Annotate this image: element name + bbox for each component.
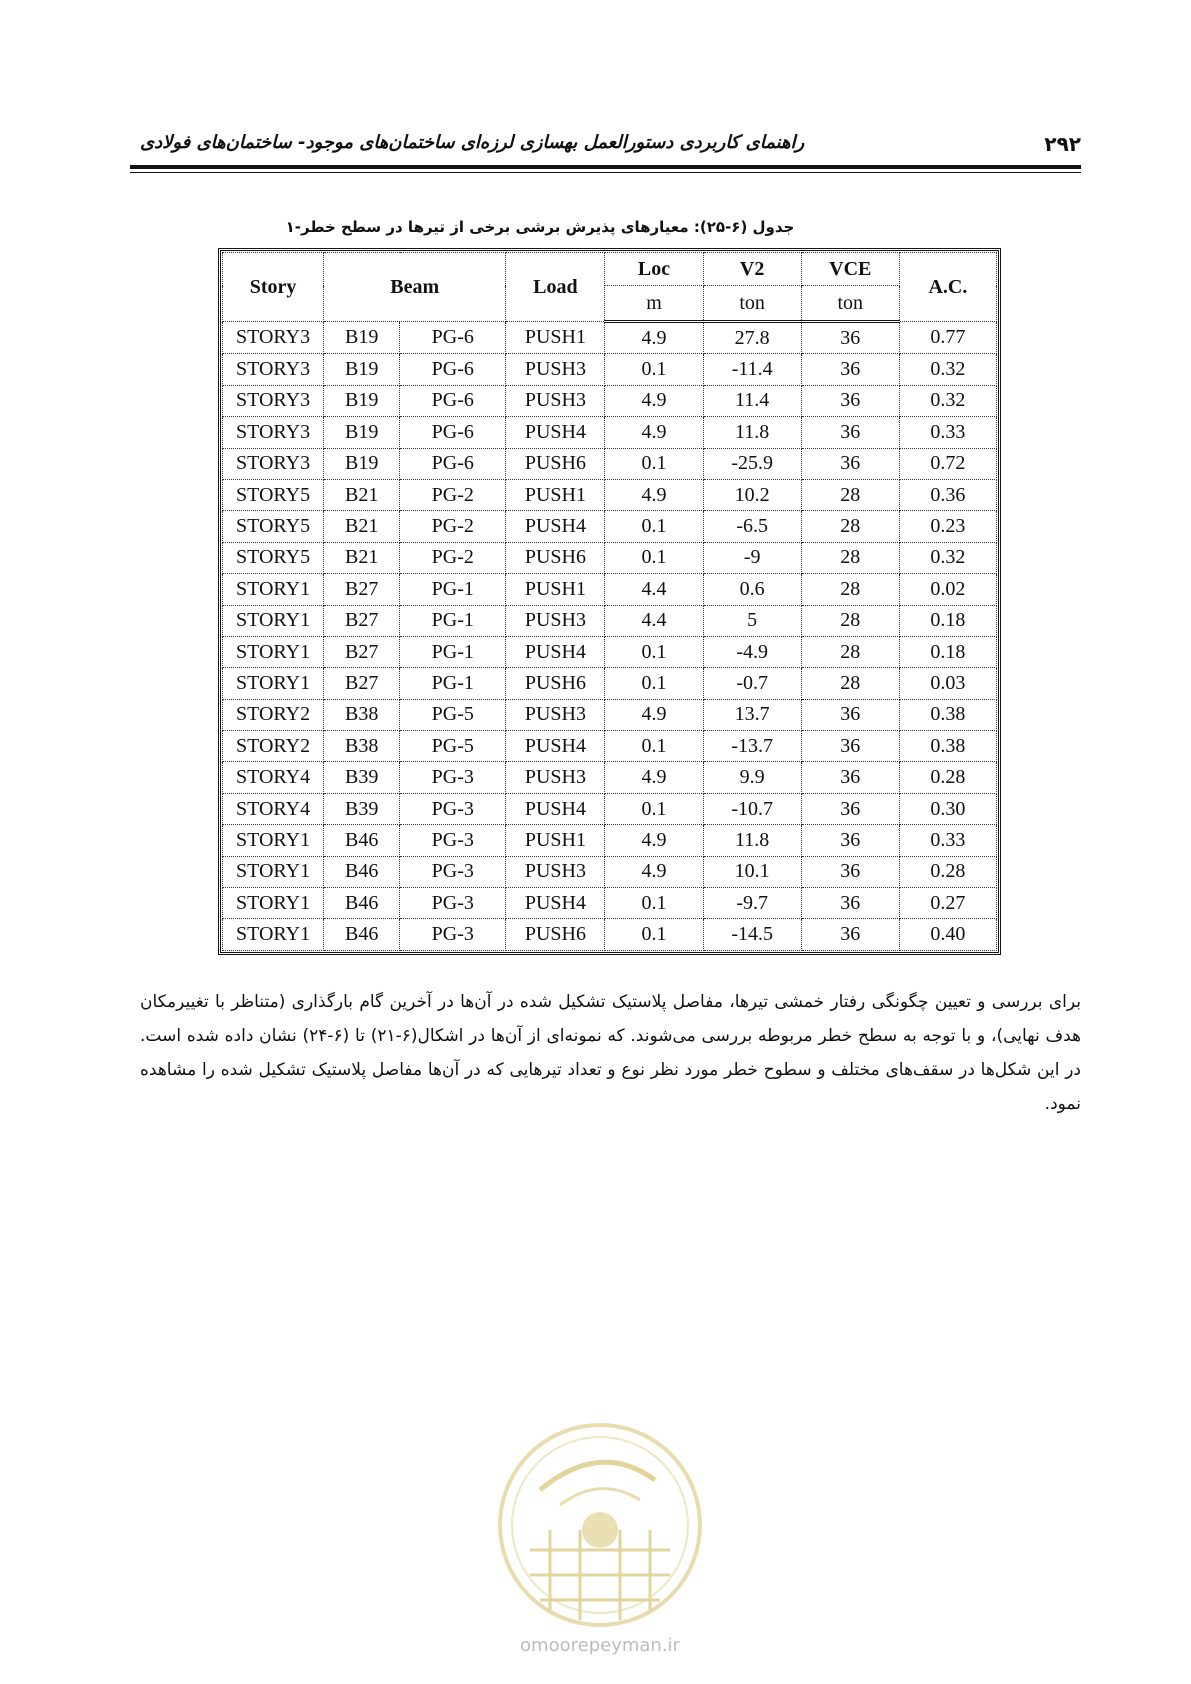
cell-vce: 36	[801, 322, 899, 354]
cell-beam: B19	[324, 448, 400, 479]
cell-story: STORY5	[223, 511, 324, 542]
running-title: راهنمای کاربردی دستورالعمل بهسازی لرزه‌ای ساختمان‌های موجود- ساختمان‌های فولادی	[140, 132, 805, 153]
cell-story: STORY1	[223, 605, 324, 636]
cell-beam: B27	[324, 574, 400, 605]
cell-vce: 36	[801, 354, 899, 385]
header-story: Story	[223, 253, 324, 322]
table-row	[223, 919, 997, 950]
header-vce-unit: ton	[801, 286, 899, 322]
cell-v2: -0.7	[703, 668, 801, 699]
header-v2-unit: ton	[703, 286, 801, 322]
cell-loc: 0.1	[605, 919, 703, 950]
cell-vce: 28	[801, 668, 899, 699]
cell-story: STORY3	[223, 417, 324, 448]
cell-loc: 4.9	[605, 825, 703, 856]
cell-story: STORY2	[223, 731, 324, 762]
table-row	[223, 385, 997, 416]
cell-v2: 11.8	[703, 825, 801, 856]
cell-load: PUSH4	[506, 731, 605, 762]
cell-ac: 0.33	[899, 825, 996, 856]
header-load: Load	[506, 253, 605, 322]
cell-vce: 36	[801, 919, 899, 950]
cell-pg: PG-3	[400, 888, 506, 919]
table-row	[223, 574, 997, 605]
cell-vce: 28	[801, 511, 899, 542]
cell-ac: 0.03	[899, 668, 996, 699]
cell-vce: 36	[801, 731, 899, 762]
cell-pg: PG-5	[400, 731, 506, 762]
cell-load: PUSH1	[506, 322, 605, 354]
cell-beam: B27	[324, 636, 400, 667]
cell-beam: B39	[324, 762, 400, 793]
header-rule-thick	[130, 165, 1081, 169]
cell-loc: 4.9	[605, 479, 703, 510]
cell-loc: 4.4	[605, 574, 703, 605]
cell-load: PUSH1	[506, 574, 605, 605]
watermark-site: omoorepeyman.ir	[520, 1635, 680, 1656]
table-row	[223, 825, 997, 856]
cell-load: PUSH4	[506, 793, 605, 824]
cell-story: STORY3	[223, 385, 324, 416]
cell-load: PUSH3	[506, 605, 605, 636]
cell-story: STORY1	[223, 636, 324, 667]
header-loc: Loc	[605, 253, 703, 286]
cell-v2: 5	[703, 605, 801, 636]
cell-ac: 0.23	[899, 511, 996, 542]
cell-story: STORY1	[223, 574, 324, 605]
cell-loc: 0.1	[605, 793, 703, 824]
cell-pg: PG-1	[400, 605, 506, 636]
cell-vce: 36	[801, 448, 899, 479]
cell-loc: 0.1	[605, 731, 703, 762]
seal-logo-icon	[480, 1420, 720, 1635]
cell-pg: PG-2	[400, 542, 506, 573]
cell-ac: 0.32	[899, 542, 996, 573]
cell-story: STORY1	[223, 919, 324, 950]
acceptance-criteria-table	[222, 252, 997, 951]
cell-ac: 0.38	[899, 731, 996, 762]
table-row	[223, 511, 997, 542]
cell-ac: 0.32	[899, 385, 996, 416]
cell-load: PUSH4	[506, 417, 605, 448]
body-text	[140, 985, 1081, 1121]
page-header	[130, 128, 1081, 160]
cell-ac: 0.36	[899, 479, 996, 510]
cell-vce: 28	[801, 542, 899, 573]
cell-loc: 4.9	[605, 762, 703, 793]
cell-pg: PG-1	[400, 636, 506, 667]
table-row	[223, 448, 997, 479]
cell-v2: -11.4	[703, 354, 801, 385]
cell-load: PUSH3	[506, 762, 605, 793]
cell-beam: B21	[324, 479, 400, 510]
cell-v2: 11.4	[703, 385, 801, 416]
cell-story: STORY2	[223, 699, 324, 730]
cell-load: PUSH4	[506, 511, 605, 542]
cell-load: PUSH1	[506, 479, 605, 510]
cell-pg: PG-6	[400, 354, 506, 385]
cell-vce: 36	[801, 856, 899, 887]
cell-loc: 4.9	[605, 322, 703, 354]
cell-pg: PG-2	[400, 511, 506, 542]
cell-load: PUSH1	[506, 825, 605, 856]
cell-pg: PG-6	[400, 322, 506, 354]
cell-beam: B19	[324, 417, 400, 448]
cell-ac: 0.32	[899, 354, 996, 385]
watermark	[480, 1420, 720, 1660]
cell-beam: B21	[324, 511, 400, 542]
cell-loc: 4.9	[605, 385, 703, 416]
cell-vce: 28	[801, 574, 899, 605]
cell-ac: 0.02	[899, 574, 996, 605]
cell-vce: 28	[801, 636, 899, 667]
header-ac: A.C.	[899, 253, 996, 322]
cell-v2: 11.8	[703, 417, 801, 448]
table-row	[223, 762, 997, 793]
cell-beam: B27	[324, 605, 400, 636]
cell-story: STORY3	[223, 322, 324, 354]
cell-pg: PG-6	[400, 417, 506, 448]
cell-v2: 10.2	[703, 479, 801, 510]
cell-story: STORY5	[223, 542, 324, 573]
cell-ac: 0.28	[899, 856, 996, 887]
cell-v2: 13.7	[703, 699, 801, 730]
cell-load: PUSH6	[506, 448, 605, 479]
cell-vce: 36	[801, 888, 899, 919]
cell-loc: 0.1	[605, 636, 703, 667]
cell-v2: -14.5	[703, 919, 801, 950]
cell-v2: -9	[703, 542, 801, 573]
cell-load: PUSH6	[506, 919, 605, 950]
table-row	[223, 417, 997, 448]
cell-story: STORY5	[223, 479, 324, 510]
cell-loc: 4.4	[605, 605, 703, 636]
table-row	[223, 731, 997, 762]
table-row	[223, 354, 997, 385]
cell-beam: B46	[324, 856, 400, 887]
cell-beam: B39	[324, 793, 400, 824]
cell-pg: PG-3	[400, 856, 506, 887]
cell-story: STORY4	[223, 762, 324, 793]
cell-beam: B19	[324, 354, 400, 385]
cell-loc: 4.9	[605, 856, 703, 887]
cell-beam: B38	[324, 699, 400, 730]
cell-load: PUSH6	[506, 668, 605, 699]
cell-loc: 0.1	[605, 354, 703, 385]
cell-beam: B46	[324, 919, 400, 950]
cell-v2: -4.9	[703, 636, 801, 667]
cell-loc: 0.1	[605, 668, 703, 699]
cell-beam: B46	[324, 888, 400, 919]
cell-story: STORY3	[223, 354, 324, 385]
cell-v2: 9.9	[703, 762, 801, 793]
page-number: ۲۹۲	[1044, 132, 1081, 156]
cell-v2: -25.9	[703, 448, 801, 479]
cell-story: STORY3	[223, 448, 324, 479]
cell-load: PUSH3	[506, 856, 605, 887]
cell-load: PUSH4	[506, 636, 605, 667]
cell-v2: 27.8	[703, 322, 801, 354]
table-row	[223, 699, 997, 730]
cell-vce: 36	[801, 825, 899, 856]
table-row	[223, 888, 997, 919]
cell-ac: 0.72	[899, 448, 996, 479]
header-beam: Beam	[324, 253, 506, 322]
cell-story: STORY4	[223, 793, 324, 824]
table-caption: جدول (۶-۲۵): معیارهای پذیرش برشی برخی از تیرها در سطح خطر-۱	[285, 218, 795, 236]
header-vce: VCE	[801, 253, 899, 286]
table-row	[223, 793, 997, 824]
cell-pg: PG-3	[400, 825, 506, 856]
cell-ac: 0.27	[899, 888, 996, 919]
cell-ac: 0.18	[899, 605, 996, 636]
cell-pg: PG-3	[400, 762, 506, 793]
cell-pg: PG-6	[400, 385, 506, 416]
cell-pg: PG-3	[400, 919, 506, 950]
cell-load: PUSH3	[506, 354, 605, 385]
cell-ac: 0.77	[899, 322, 996, 354]
cell-pg: PG-1	[400, 668, 506, 699]
cell-story: STORY1	[223, 825, 324, 856]
cell-beam: B27	[324, 668, 400, 699]
cell-vce: 36	[801, 699, 899, 730]
cell-load: PUSH4	[506, 888, 605, 919]
table-row	[223, 605, 997, 636]
cell-story: STORY1	[223, 668, 324, 699]
cell-vce: 36	[801, 762, 899, 793]
cell-story: STORY1	[223, 888, 324, 919]
table-row	[223, 542, 997, 573]
cell-vce: 28	[801, 605, 899, 636]
cell-ac: 0.33	[899, 417, 996, 448]
cell-vce: 36	[801, 417, 899, 448]
cell-beam: B21	[324, 542, 400, 573]
cell-ac: 0.38	[899, 699, 996, 730]
cell-loc: 0.1	[605, 448, 703, 479]
cell-v2: 10.1	[703, 856, 801, 887]
table-row	[223, 636, 997, 667]
cell-pg: PG-6	[400, 448, 506, 479]
cell-loc: 4.9	[605, 699, 703, 730]
cell-pg: PG-3	[400, 793, 506, 824]
header-rule-thin	[130, 172, 1081, 173]
cell-v2: -6.5	[703, 511, 801, 542]
cell-loc: 4.9	[605, 417, 703, 448]
header-v2: V2	[703, 253, 801, 286]
cell-beam: B46	[324, 825, 400, 856]
cell-beam: B38	[324, 731, 400, 762]
cell-v2: 0.6	[703, 574, 801, 605]
cell-vce: 36	[801, 385, 899, 416]
cell-v2: -13.7	[703, 731, 801, 762]
cell-pg: PG-5	[400, 699, 506, 730]
paragraph: برای بررسی و تعیین چگونگی رفتار خمشی تیرها، مفاصل پلاستیک تشکیل شده در آن‌ها در آخرین گام بارگذاری (متناظر با تغییرمکان هدف نهایی)، و با توجه به سطح خطر مربوطه بررسی می‌شوند. که نمونه‌ای از آن‌ها در اشکال(۶-۲۱) تا (۶-۲۴) نشان داده شده است. در این شکل‌ها در سقف‌های مختلف و سطوح خطر مورد نظر نوع و تعداد تیرهایی که در آن‌ها مفاصل پلاستیک تشکیل شده را مشاهده نمود.	[140, 992, 1082, 1114]
table-row	[223, 856, 997, 887]
cell-vce: 28	[801, 479, 899, 510]
cell-ac: 0.18	[899, 636, 996, 667]
cell-story: STORY1	[223, 856, 324, 887]
cell-ac: 0.40	[899, 919, 996, 950]
cell-load: PUSH3	[506, 385, 605, 416]
cell-loc: 0.1	[605, 888, 703, 919]
cell-load: PUSH3	[506, 699, 605, 730]
cell-v2: -10.7	[703, 793, 801, 824]
table-row	[223, 322, 997, 354]
cell-beam: B19	[324, 322, 400, 354]
cell-load: PUSH6	[506, 542, 605, 573]
header-loc-unit: m	[605, 286, 703, 322]
cell-ac: 0.30	[899, 793, 996, 824]
table-row	[223, 479, 997, 510]
cell-v2: -9.7	[703, 888, 801, 919]
cell-pg: PG-1	[400, 574, 506, 605]
table-body	[223, 322, 997, 951]
cell-vce: 36	[801, 793, 899, 824]
cell-ac: 0.28	[899, 762, 996, 793]
table-row	[223, 668, 997, 699]
cell-loc: 0.1	[605, 542, 703, 573]
cell-beam: B19	[324, 385, 400, 416]
cell-loc: 0.1	[605, 511, 703, 542]
cell-pg: PG-2	[400, 479, 506, 510]
